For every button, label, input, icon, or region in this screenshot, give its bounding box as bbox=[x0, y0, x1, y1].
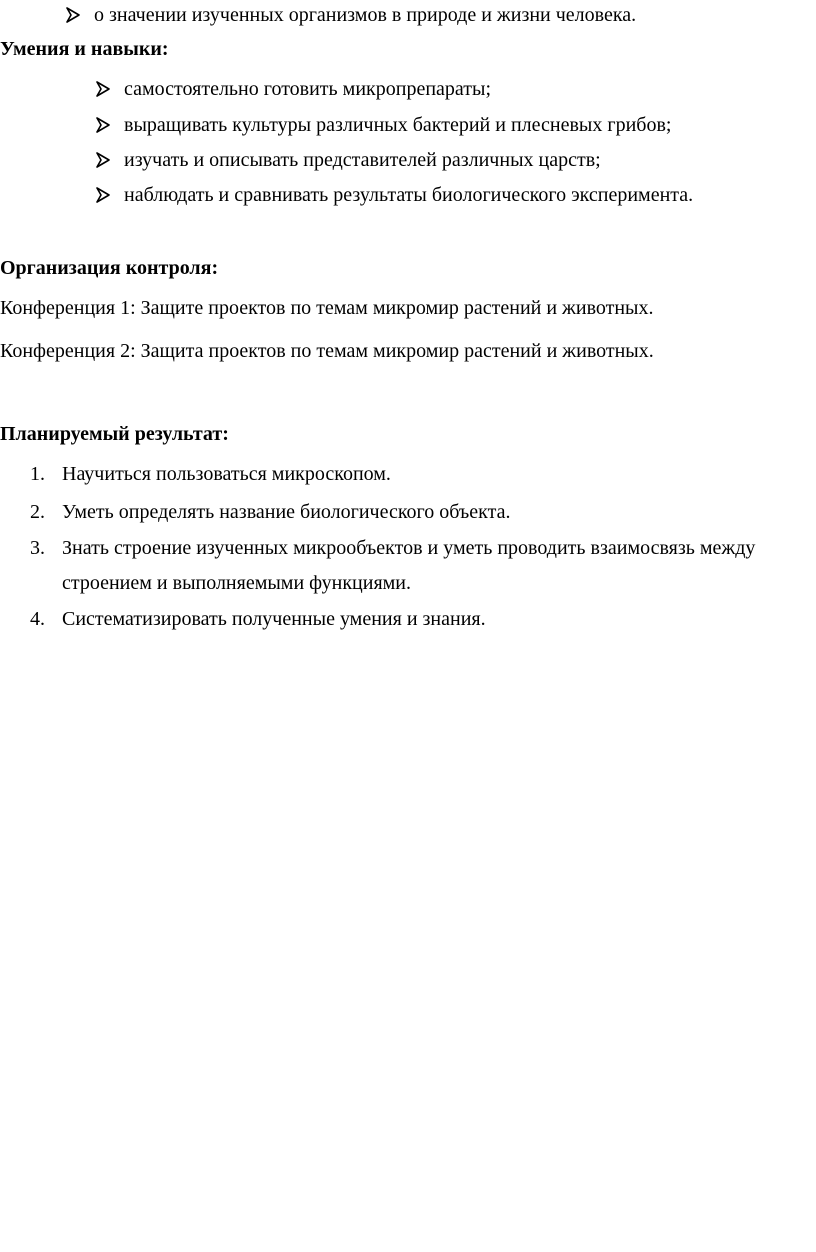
arrow-bullet-icon bbox=[96, 117, 110, 133]
results-heading: Планируемый результат: bbox=[0, 423, 229, 445]
arrow-bullet-icon bbox=[96, 81, 110, 97]
arrow-bullet-icon bbox=[66, 7, 80, 23]
skills-heading: Умения и навыки: bbox=[0, 38, 169, 60]
skills-item: самостоятельно готовить микропрепараты; bbox=[124, 78, 492, 100]
list-number: 4. bbox=[30, 608, 45, 630]
conference-line: Конференция 1: Защите проектов по темам микромир растений и животных. bbox=[0, 297, 654, 319]
arrow-bullet-icon bbox=[96, 187, 110, 203]
skills-item: изучать и описывать представителей различных царств; bbox=[124, 149, 601, 171]
skills-item: выращивать культуры различных бактерий и плесневых грибов; bbox=[124, 114, 672, 136]
knowledge-item: о значении изученных организмов в природе и жизни человека. bbox=[94, 4, 637, 26]
arrow-bullet-icon bbox=[96, 152, 110, 168]
list-number: 1. bbox=[30, 463, 45, 485]
result-item-continuation: строением и выполняемыми функциями. bbox=[62, 572, 412, 594]
control-heading: Организация контроля: bbox=[0, 257, 219, 279]
result-item: Научиться пользоваться микроскопом. bbox=[62, 463, 391, 485]
result-item: Уметь определять название биологического объекта. bbox=[62, 501, 511, 523]
list-number: 2. bbox=[30, 501, 45, 523]
list-number: 3. bbox=[30, 537, 45, 559]
result-item: Систематизировать полученные умения и знания. bbox=[62, 608, 486, 630]
conference-line: Конференция 2: Защита проектов по темам микромир растений и животных. bbox=[0, 340, 654, 362]
skills-item: наблюдать и сравнивать результаты биологического эксперимента. bbox=[124, 184, 694, 206]
result-item: Знать строение изученных микрообъектов и уметь проводить взаимосвязь между bbox=[62, 537, 756, 559]
